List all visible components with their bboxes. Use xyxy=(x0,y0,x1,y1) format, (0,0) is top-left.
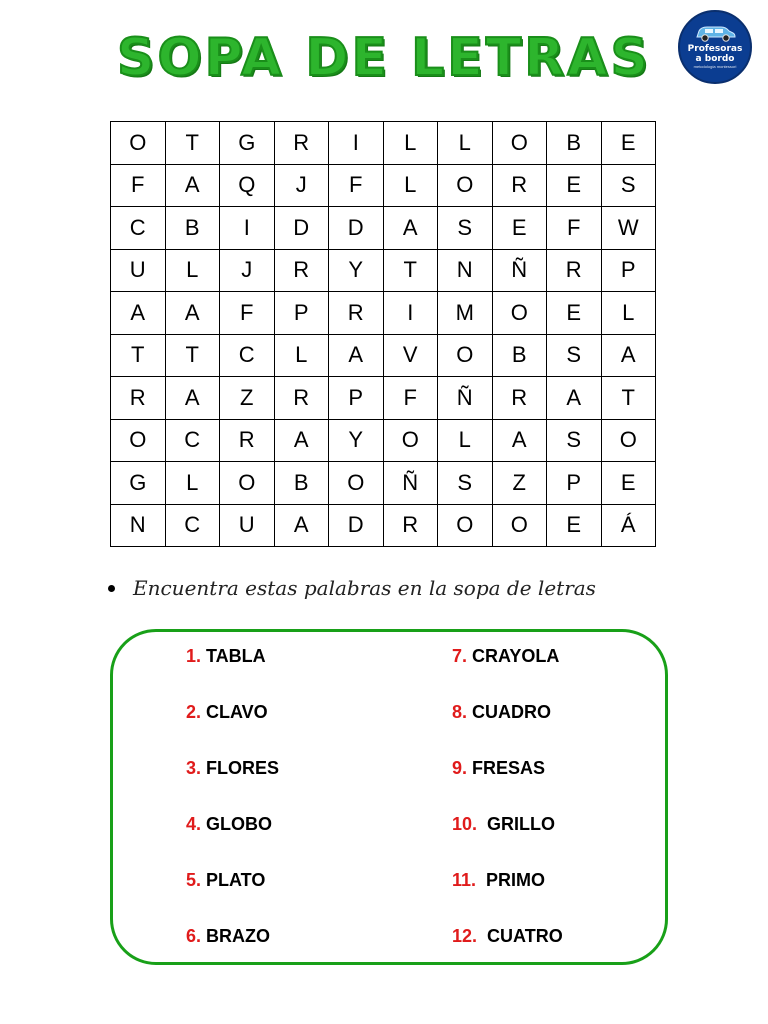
grid-cell: W xyxy=(601,207,656,250)
bullet-icon xyxy=(108,585,115,592)
grid-cell: P xyxy=(329,377,384,420)
grid-cell: O xyxy=(383,419,438,462)
word-item xyxy=(452,926,563,947)
grid-cell: L xyxy=(601,292,656,335)
grid-cell: E xyxy=(601,462,656,505)
word-item xyxy=(186,814,272,835)
grid-cell: A xyxy=(165,377,220,420)
car-icon xyxy=(693,24,737,42)
grid-row xyxy=(111,292,656,335)
grid-cell: R xyxy=(274,377,329,420)
grid-cell: I xyxy=(220,207,275,250)
grid-cell: E xyxy=(547,164,602,207)
grid-cell: F xyxy=(220,292,275,335)
word-number: 11. xyxy=(452,870,482,890)
word-text: FRESAS xyxy=(472,758,546,778)
grid-cell: O xyxy=(111,122,166,165)
grid-cell: F xyxy=(329,164,384,207)
logo-line-2: a bordo xyxy=(695,54,735,64)
grid-cell: O xyxy=(220,462,275,505)
grid-cell: A xyxy=(383,207,438,250)
grid-cell: L xyxy=(383,164,438,207)
grid-cell: C xyxy=(111,207,166,250)
grid-cell: P xyxy=(274,292,329,335)
grid-cell: R xyxy=(274,122,329,165)
grid-cell: P xyxy=(601,249,656,292)
grid-cell: R xyxy=(329,292,384,335)
grid-cell: T xyxy=(601,377,656,420)
grid-cell: R xyxy=(547,249,602,292)
grid-cell: R xyxy=(220,419,275,462)
grid-cell: S xyxy=(601,164,656,207)
word-text: CUADRO xyxy=(472,702,552,722)
logo-line-3: metodología montessori xyxy=(693,64,737,69)
grid-row xyxy=(111,462,656,505)
grid-row xyxy=(111,377,656,420)
grid-cell: B xyxy=(492,334,547,377)
grid-cell: Y xyxy=(329,249,384,292)
grid-cell: S xyxy=(438,207,493,250)
grid-cell: J xyxy=(274,164,329,207)
grid-cell: I xyxy=(329,122,384,165)
grid-row xyxy=(111,504,656,547)
grid-cell: O xyxy=(492,504,547,547)
grid-cell: F xyxy=(383,377,438,420)
grid-cell: T xyxy=(383,249,438,292)
word-item xyxy=(452,870,545,891)
grid-cell: N xyxy=(111,504,166,547)
word-item xyxy=(452,702,551,723)
word-text: FLORES xyxy=(206,758,280,778)
word-text: GRILLO xyxy=(482,814,556,834)
word-text: CRAYOLA xyxy=(472,646,560,666)
word-number: 4. xyxy=(186,814,207,834)
word-text: TABLA xyxy=(206,646,266,666)
word-number: 1. xyxy=(186,646,207,666)
word-text: CUATRO xyxy=(482,926,563,946)
grid-cell: D xyxy=(329,504,384,547)
grid-cell: O xyxy=(438,164,493,207)
word-item xyxy=(186,926,270,947)
grid-cell: F xyxy=(547,207,602,250)
grid-cell: S xyxy=(547,419,602,462)
grid-cell: A xyxy=(547,377,602,420)
word-item xyxy=(452,646,559,667)
grid-cell: L xyxy=(438,419,493,462)
grid-cell: L xyxy=(274,334,329,377)
word-list-box xyxy=(110,629,668,965)
grid-cell: I xyxy=(383,292,438,335)
grid-cell: E xyxy=(547,292,602,335)
grid-cell: Ñ xyxy=(438,377,493,420)
grid-cell: A xyxy=(274,419,329,462)
word-number: 5. xyxy=(186,870,207,890)
grid-cell: C xyxy=(220,334,275,377)
grid-cell: L xyxy=(165,249,220,292)
grid-cell: A xyxy=(111,292,166,335)
grid-cell: Ñ xyxy=(383,462,438,505)
grid-cell: D xyxy=(329,207,384,250)
grid-row xyxy=(111,122,656,165)
grid-cell: L xyxy=(165,462,220,505)
grid-cell: O xyxy=(438,334,493,377)
word-text: PRIMO xyxy=(481,870,546,890)
grid-cell: L xyxy=(383,122,438,165)
grid-row xyxy=(111,249,656,292)
word-item xyxy=(186,646,266,667)
grid-row xyxy=(111,419,656,462)
grid-cell: U xyxy=(111,249,166,292)
grid-cell: T xyxy=(165,334,220,377)
grid-cell: U xyxy=(220,504,275,547)
logo xyxy=(678,10,752,84)
grid-cell: S xyxy=(438,462,493,505)
grid-cell: Ñ xyxy=(492,249,547,292)
grid-cell: O xyxy=(438,504,493,547)
grid-cell: Z xyxy=(492,462,547,505)
grid-cell: R xyxy=(383,504,438,547)
grid-cell: R xyxy=(492,164,547,207)
grid-cell: Q xyxy=(220,164,275,207)
grid-cell: A xyxy=(274,504,329,547)
word-number: 12. xyxy=(452,926,483,946)
grid-cell: E xyxy=(601,122,656,165)
grid-cell: D xyxy=(274,207,329,250)
grid-cell: C xyxy=(165,419,220,462)
grid-cell: B xyxy=(547,122,602,165)
grid-cell: N xyxy=(438,249,493,292)
grid-cell: Z xyxy=(220,377,275,420)
grid-cell: F xyxy=(111,164,166,207)
grid-row xyxy=(111,334,656,377)
grid-cell: B xyxy=(274,462,329,505)
grid-cell: E xyxy=(492,207,547,250)
word-item xyxy=(452,814,555,835)
word-text: BRAZO xyxy=(206,926,271,946)
word-item xyxy=(186,758,279,779)
grid-cell: L xyxy=(438,122,493,165)
grid-cell: T xyxy=(165,122,220,165)
word-search-grid xyxy=(110,121,656,547)
word-text: CLAVO xyxy=(206,702,268,722)
grid-cell: Á xyxy=(601,504,656,547)
grid-cell: O xyxy=(329,462,384,505)
grid-cell: A xyxy=(601,334,656,377)
word-number: 9. xyxy=(452,758,473,778)
instruction xyxy=(108,576,596,600)
grid-cell: A xyxy=(165,292,220,335)
grid-cell: R xyxy=(274,249,329,292)
grid-cell: J xyxy=(220,249,275,292)
grid-cell: Y xyxy=(329,419,384,462)
grid-cell: R xyxy=(492,377,547,420)
grid-cell: T xyxy=(111,334,166,377)
word-item xyxy=(186,702,268,723)
grid-cell: M xyxy=(438,292,493,335)
grid-cell: E xyxy=(547,504,602,547)
word-number: 10. xyxy=(452,814,483,834)
word-number: 3. xyxy=(186,758,207,778)
grid-cell: O xyxy=(492,122,547,165)
logo-line-1: Profesoras xyxy=(687,44,743,54)
word-number: 7. xyxy=(452,646,473,666)
instruction-text: Encuentra estas palabras en la sopa de letras xyxy=(133,576,596,600)
grid-cell: A xyxy=(329,334,384,377)
grid-row xyxy=(111,164,656,207)
word-text: PLATO xyxy=(206,870,266,890)
grid-cell: P xyxy=(547,462,602,505)
grid-cell: C xyxy=(165,504,220,547)
word-text: GLOBO xyxy=(206,814,273,834)
page-title: SOPA DE LETRAS xyxy=(117,28,651,88)
word-number: 6. xyxy=(186,926,207,946)
word-number: 2. xyxy=(186,702,207,722)
grid-cell: O xyxy=(111,419,166,462)
grid-cell: O xyxy=(601,419,656,462)
grid-cell: A xyxy=(492,419,547,462)
grid-cell: S xyxy=(547,334,602,377)
grid-cell: O xyxy=(492,292,547,335)
grid-cell: G xyxy=(111,462,166,505)
word-item xyxy=(186,870,265,891)
word-item xyxy=(452,758,545,779)
grid-cell: V xyxy=(383,334,438,377)
grid-cell: B xyxy=(165,207,220,250)
grid-cell: R xyxy=(111,377,166,420)
grid-cell: A xyxy=(165,164,220,207)
word-number: 8. xyxy=(452,702,473,722)
grid-cell: G xyxy=(220,122,275,165)
grid-row xyxy=(111,207,656,250)
